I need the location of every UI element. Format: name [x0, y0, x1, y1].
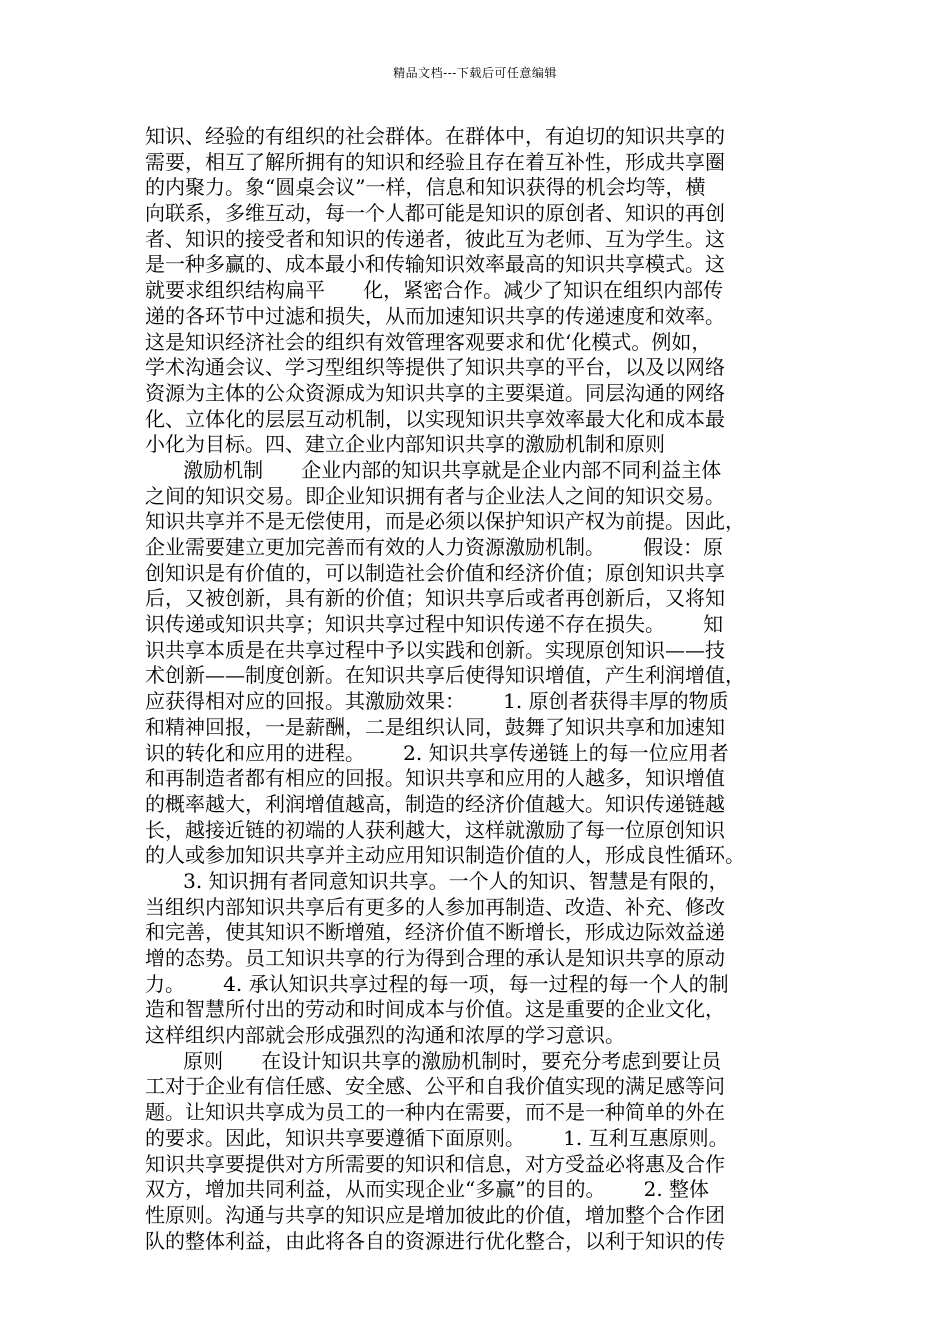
text-line: 这样组织内部就会形成强烈的沟通和浓厚的学习意识。 [145, 1023, 625, 1048]
text-line: 知识、经验的有组织的社会群体。在群体中，有迫切的知识共享的 [145, 124, 725, 148]
text-line: 者、知识的接受者和知识的传递者，彼此互为老师、互为学生。这 [145, 226, 725, 251]
text-line: 术创新——制度创新。在知识共享后使得知识增值，产生利润增值， [145, 663, 745, 688]
text-line: 长，越接近链的初端的人获利越大，这样就激励了每一位原创知识 [145, 817, 725, 842]
text-line: 应获得相对应的回报。其激励效果： 1. 原创者获得丰厚的物质 [145, 689, 729, 714]
text-line: 就要求组织结构扁平 化，紧密合作。减少了知识在组织内部传 [145, 278, 724, 303]
text-line: 企业需要建立更加完善而有效的人力资源激励机制。 假设：原 [145, 535, 724, 559]
text-line: 力。 4. 承认知识共享过程的每一项，每一过程的每一个人的制 [145, 971, 729, 996]
text-line: 后，又被创新，具有新的价值；知识共享后或者再创新后，又将知 [145, 586, 725, 611]
text-line: 识共享本质是在共享过程中予以实践和创新。实现原创知识——技 [145, 637, 725, 662]
text-line: 小化为目标。四、建立企业内部知识共享的激励机制和原则 [145, 432, 665, 457]
text-line: 的要求。因此，知识共享要遵循下面原则。 1. 互利互惠原则。 [145, 1125, 729, 1150]
text-line: 当组织内部知识共享后有更多的人参加再制造、改造、补充、修改 [145, 894, 725, 919]
text-line: 是一种多赢的、成本最小和传输知识效率最高的知识共享模式。这 [145, 252, 725, 277]
text-line: 的人或参加知识共享并主动应用知识制造价值的人，形成良性循环。 [145, 843, 745, 868]
body-text [145, 124, 809, 1254]
text-line: 造和智慧所付出的劳动和时间成本与价值。这是重要的企业文化， [145, 997, 725, 1022]
text-line: 增的态势。员工知识共享的行为得到合理的承认是知识共享的原动 [145, 946, 725, 970]
text-line: 需要，相互了解所拥有的知识和经验且存在着互补性，形成共享圈 [145, 149, 725, 174]
text-line: 双方，增加共同利益，从而实现企业“多赢”的目的。 2. 整体 [145, 1177, 710, 1202]
text-line: 题。让知识共享成为员工的一种内在需要，而不是一种简单的外在 [145, 1100, 725, 1125]
text-line: 学术沟通会议、学习型组织等提供了知识共享的平台，以及以网络 [145, 355, 725, 380]
text-line: 队的整体利益，由此将各自的资源进行优化整合，以利于知识的传 [145, 1228, 725, 1253]
text-line: 化、立体化的层层互动机制，以实现知识共享效率最大化和成本最 [145, 406, 725, 431]
text-line: 和完善，使其知识不断增殖，经济价值不断增长，形成边际效益递 [145, 920, 725, 945]
text-line: 这是知识经济社会的组织有效管理客观要求和优‘化模式。例如， [145, 329, 712, 354]
text-line: 创知识是有价值的，可以制造社会价值和经济价值；原创知识共享 [145, 560, 725, 585]
text-line: 知识共享要提供对方所需要的知识和信息，对方受益必将惠及合作 [145, 1151, 725, 1176]
text-line: 3. 知识拥有者同意知识共享。一个人的知识、智慧是有限的， [145, 868, 729, 893]
text-line: 识传递或知识共享；知识共享过程中知识传递不存在损失。 知 [145, 612, 724, 637]
text-line: 原则 在设计知识共享的激励机制时，要充分考虑到要让员 [145, 1048, 722, 1073]
text-line: 和精神回报，一是薪酬，二是组织认同，鼓舞了知识共享和加速知 [145, 714, 725, 739]
page-header: 精品文档---下载后可任意编辑 [393, 66, 557, 80]
text-line: 识的转化和应用的进程。 2. 知识共享传递链上的每一位应用者 [145, 740, 729, 765]
text-line: 之间的知识交易。即企业知识拥有者与企业法人之间的知识交易。 [145, 483, 725, 508]
text-line: 和再制造者都有相应的回报。知识共享和应用的人越多，知识增值 [145, 766, 725, 791]
text-line: 资源为主体的公众资源成为知识共享的主要渠道。同层沟通的网络 [145, 380, 725, 405]
text-line: 工对于企业有信任感、安全感、公平和自我价值实现的满足感等问 [145, 1074, 725, 1099]
text-line: 激励机制 企业内部的知识共享就是企业内部不同利益主体 [145, 457, 722, 482]
text-line: 向联系，多维互动，每一个人都可能是知识的原创者、知识的再创 [145, 201, 725, 226]
text-line: 的内聚力。象“圆桌会议”一样，信息和知识获得的机会均等，横 [145, 175, 706, 200]
text-line: 的概率越大，利润增值越高，制造的经济价值越大。知识传递链越 [145, 791, 725, 816]
text-line: 递的各环节中过滤和损失，从而加速知识共享的传递速度和效率。 [145, 303, 725, 328]
text-line: 性原则。沟通与共享的知识应是增加彼此的价值，增加整个合作团 [145, 1202, 725, 1227]
text-line: 知识共享并不是无偿使用，而是必须以保护知识产权为前提。因此， [145, 509, 745, 534]
